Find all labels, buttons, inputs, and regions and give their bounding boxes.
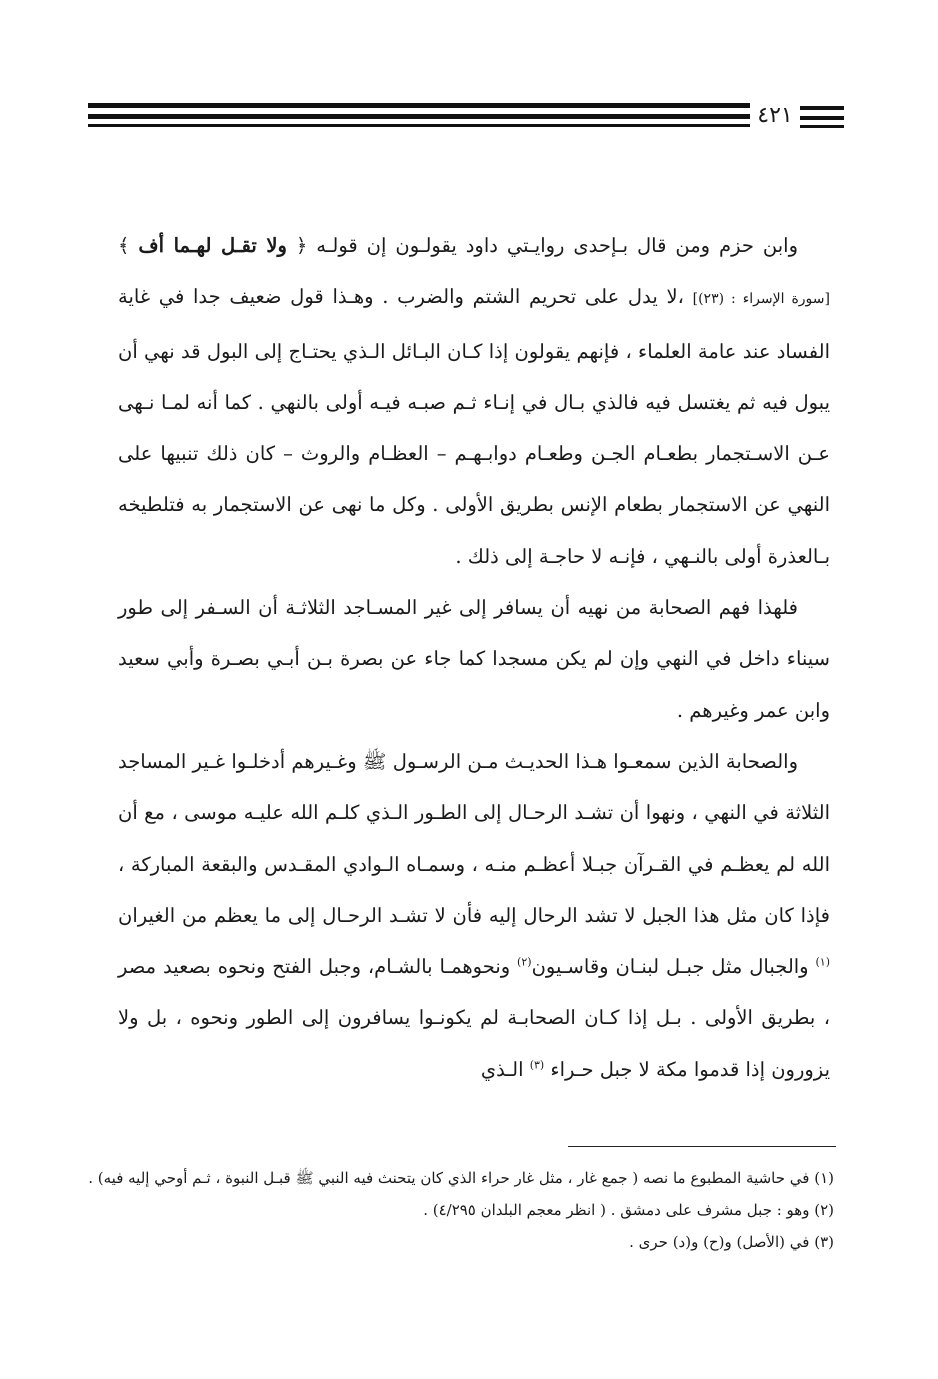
footnote-2: (٢) وهو : جبل مشرف على دمشق . ( انظر معجم البلدان ٤/٢٩٥) . — [423, 1201, 834, 1219]
paragraph-3 — [118, 736, 830, 1095]
p3-part-b: والجبال مثل جبـل لبنـان وقاسـيون — [531, 955, 809, 979]
header-rule-middle — [88, 114, 750, 119]
header-rule-right-top — [800, 106, 844, 110]
footnote-marker-1: (١) — [815, 955, 830, 969]
footnotes — [88, 1162, 834, 1258]
p3-part-d: الـذي — [480, 1057, 524, 1081]
header-rule-right-middle — [800, 116, 844, 120]
quote-bracket: ﴾ — [118, 234, 130, 257]
p1-rest: ،لا يدل على تحريم الشتم والضرب . وهـذا قول ضعيف جدا في غاية الفساد عند عامة العلماء ، فإنهم يقولون إذا كـان البـائل الـذي يحتـاج إلى البول قد نهي أن يبول فيه ثم يغتسل فيه فالذي بـال في إنـاء ثـم صبـه فيـه أولى بالنهي . كما أنه لمـا نـهى عـن الاسـتجمار بطعـام الجـن وطعـام دوابـهـم – العظـام والروث – كان ذلك تنبيها على النهي عن الاستجمار بطعام الإنس بطريق الأولى . وكل ما نهى عن الاستجمار به فتلطيخه بـالعذرة أولى بالنـهي ، فإنـه لا حاجـة إلى ذلك . — [118, 285, 830, 568]
quran-quote: ولا تقـل لهـما أف — [138, 234, 287, 257]
surah-reference: [سورة الإسراء : (٢٣)] — [692, 291, 830, 308]
footnote-marker-3: (٣) — [529, 1058, 545, 1072]
p3-part-a: والصحابة الذين سمعـوا هـذا الحديـث مـن الرسـول ﷺ وغـيرهم أدخلـوا غـير المساجد الثلاثة في النهي ، ونهوا أن تشـد الرحـال إلى الطـور الـذي كلـم الله عليـه موسى ، مع أن الله لم يعظـم في القـرآن جبـلا أعظـم منـه ، وسمـاه الـوادي المقـدس والبقعة المباركة ، فإذا كان مثل هذا الجبل لا تشد الرحال إليه فأن لا تشـد الرحـال إلى ما يعظم من الغيران — [118, 749, 831, 927]
header-rule-bottom — [88, 124, 750, 127]
header-rule-right-bottom — [800, 125, 844, 128]
footnote-separator — [568, 1146, 836, 1147]
footnote-marker-2: (٢) — [517, 955, 532, 969]
p1-intro: وابن حزم ومن قال بـإحدى روايـتي داود يقولـون إن قولـه ﴿ — [295, 234, 799, 257]
paragraph-2: فلهذا فهم الصحابة من نهيه أن يسافر إلى غير المسـاجد الثلاثـة أن السـفر إلى طور سيناء داخل في النهي وإن لم يكن مسجدا كما جاء عن بصرة بـن أبـي بصـرة وأبي سعيد وابن عمر وغيرهم . — [118, 596, 830, 722]
p3-part-c: ونحوهمـا بالشـام، وجبل الفتح ونحوه بصعيد مصر ، بطريق الأولى . بـل إذا كـان الصحابـة لم يكونـوا يسافرون إلى الطور ونحوه ، بل ولا يزورون إذا قدموا مكة لا جبل حـراء — [118, 955, 830, 1081]
paragraph-1 — [118, 220, 830, 582]
page-number: ٤٢١ — [757, 103, 793, 128]
footnote-3: (٣) في (الأصل) و(ح) و(د) حرى . — [629, 1233, 834, 1251]
body-text — [118, 220, 830, 1095]
header-rule-top — [88, 103, 750, 108]
footnote-1: (١) في حاشية المطبوع ما نصه ( جمع غار ، مثل غار حراء الذي كان يتحنث فيه النبي ﷺ قبـل النبوة ، ثـم أوحي إليه فيه) . — [88, 1169, 834, 1187]
